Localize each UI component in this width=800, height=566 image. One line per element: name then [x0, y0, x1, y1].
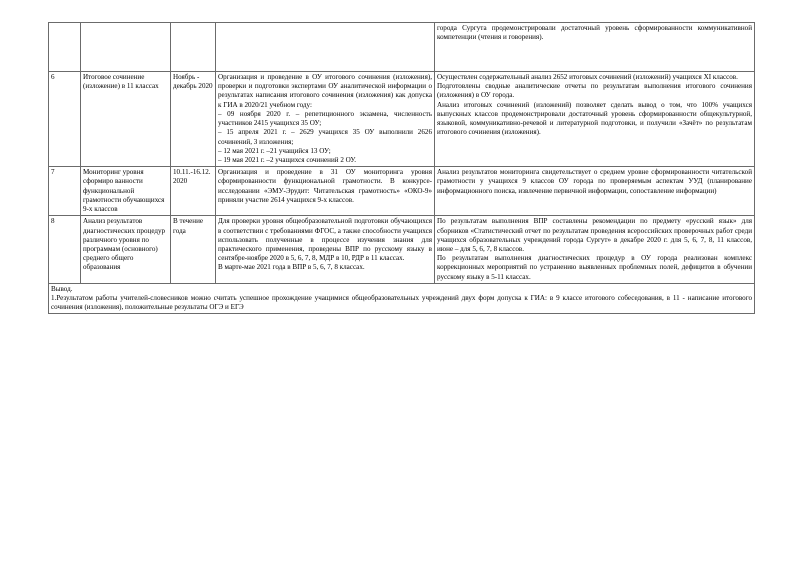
cell-result [435, 72, 755, 167]
organization-paragraph: Для проверки уровня общеобразовательной подготовки обучающихся в соответствии с требованиями ФГОС, а также способности учащихся использовать полученные в процессе изучения знания для практического применения, проведены ВПР по русскому языку в сентябре-ноябре 2020 в 5, 6, 7, 8, МДР в 10, РДР в 11 классах. [218, 217, 432, 263]
result-paragraph: По результатам выполнения ВПР составлены рекомендации по предмету «русский язык» для сборников «Статистический отчет по результатам проведения всероссийских проверочных работ среди учащихся образовательных учреждений города Сургут» в декабре 2020 г. для 5, 6, 7, 8, 11 классов, июне – для 5, 6, 7, 8 классов. [437, 217, 752, 253]
cell-number: 7 [49, 167, 81, 216]
organization-paragraph: – 12 мая 2021 г. –21 учащийся 13 ОУ; [218, 146, 331, 155]
cell-event: Мониторинг уровня сформиро ванности функциональной грамотности обучающихся 9-х классов [81, 167, 171, 216]
table-body [49, 23, 755, 314]
cell-date: Ноябрь - декабрь 2020 [171, 72, 216, 167]
cell-event [81, 23, 171, 72]
table-row [49, 23, 755, 72]
table-row [49, 72, 755, 167]
cell-result [435, 23, 755, 72]
report-table [48, 22, 755, 314]
result-paragraph: города Сургута продемонстрировали достаточный уровень сформированности коммуникативной компетенции (чтения и говорения). [437, 24, 752, 42]
table-row [49, 167, 755, 216]
cell-date: В течение года [171, 216, 216, 284]
cell-organization [216, 72, 435, 167]
result-paragraph: Осуществлен содержательный анализ 2652 итоговых сочинений (изложений) учащихся XI классов. [437, 73, 738, 81]
conclusion-row [49, 283, 755, 314]
cell-event: Итоговое сочинение (изложение) в 11 классах [81, 72, 171, 167]
cell-organization [216, 167, 435, 216]
organization-paragraph: Организация и проведение в ОУ итогового сочинения (изложения), проверки и подготовки экспертами ОУ аналитической информации о результатах написания итогового сочинения (изложения) как допуска к ГИА в 2020/21 учебном году: [218, 73, 432, 109]
cell-number [49, 23, 81, 72]
result-paragraph: Подготовлены сводные аналитические отчеты по результатам выполнения итогового сочинения (изложения) в ОУ города. [437, 82, 752, 100]
result-paragraph: Анализ результатов мониторинга свидетельствует о среднем уровне сформированности читательской грамотности у учащихся 9 классов ОУ города по проверяемым аспектам УУД (планирование информационного поиска, извлечение первичной информации, сопоставление информации) [437, 168, 752, 195]
cell-event: Анализ результатов диагностических процедур различного уровня по программам (основного) среднего общего образования [81, 216, 171, 284]
cell-number: 6 [49, 72, 81, 167]
conclusion-paragraph: 1.Результатом работы учителей-словесников можно считать успешное прохождение учащимися общеобразовательных учреждений двух форм допуска к ГИА: в 9 классе итогового собеседования, в 11 - написание итогового сочинения (изложения), положительные результаты ОГЭ и ЕГЭ [51, 294, 752, 312]
table-row [49, 216, 755, 284]
cell-organization [216, 216, 435, 284]
organization-paragraph: В марте-мае 2021 года в ВПР в 5, 6, 7, 8 классах. [218, 263, 365, 272]
cell-conclusion [49, 283, 755, 314]
organization-paragraph: Организация и проведение в 31 ОУ мониторинга уровня сформированности функциональной грамотности. В конкурсе-исследовании «ЭМУ-Эрудит: Читательская грамотность» «ОКО-9» приняли участие 2614 учащихся 9-х классов. [218, 168, 432, 204]
organization-paragraph: – 15 апреля 2021 г. – 2629 учащихся 35 ОУ выполнили 2626 сочинений, 3 изложения; [218, 128, 432, 146]
cell-date [171, 23, 216, 72]
cell-organization [216, 23, 435, 72]
organization-paragraph: – 19 мая 2021 г. –2 учащихся сочинений 2 ОУ. [218, 155, 357, 164]
cell-result [435, 216, 755, 284]
conclusion-heading: Вывод. [51, 284, 73, 293]
cell-number: 8 [49, 216, 81, 284]
result-paragraph: Анализ итоговых сочинений (изложений) позволяет сделать вывод о том, что 100% учащихся выпускных классов продемонстрировали достаточный уровень сформированности общекультурной, языковой, коммуникативно-речевой и литературной подготовки, и получили «Зачёт» по результатам итогового сочинения (изложения). [437, 100, 752, 137]
organization-paragraph: – 09 ноября 2020 г. – репетиционного экзамена, численность участников 2415 учащихся 35 ОУ; [218, 109, 432, 128]
result-paragraph: По результатам выполнения диагностических процедур в ОУ города реализован комплекс коррекционных мероприятий по устранению выявленных проблемных полей, дефицитов в обучении русскому языку в 5-11 классах. [437, 254, 752, 281]
cell-result [435, 167, 755, 216]
cell-date: 10.11.-16.12.2020 [171, 167, 216, 216]
